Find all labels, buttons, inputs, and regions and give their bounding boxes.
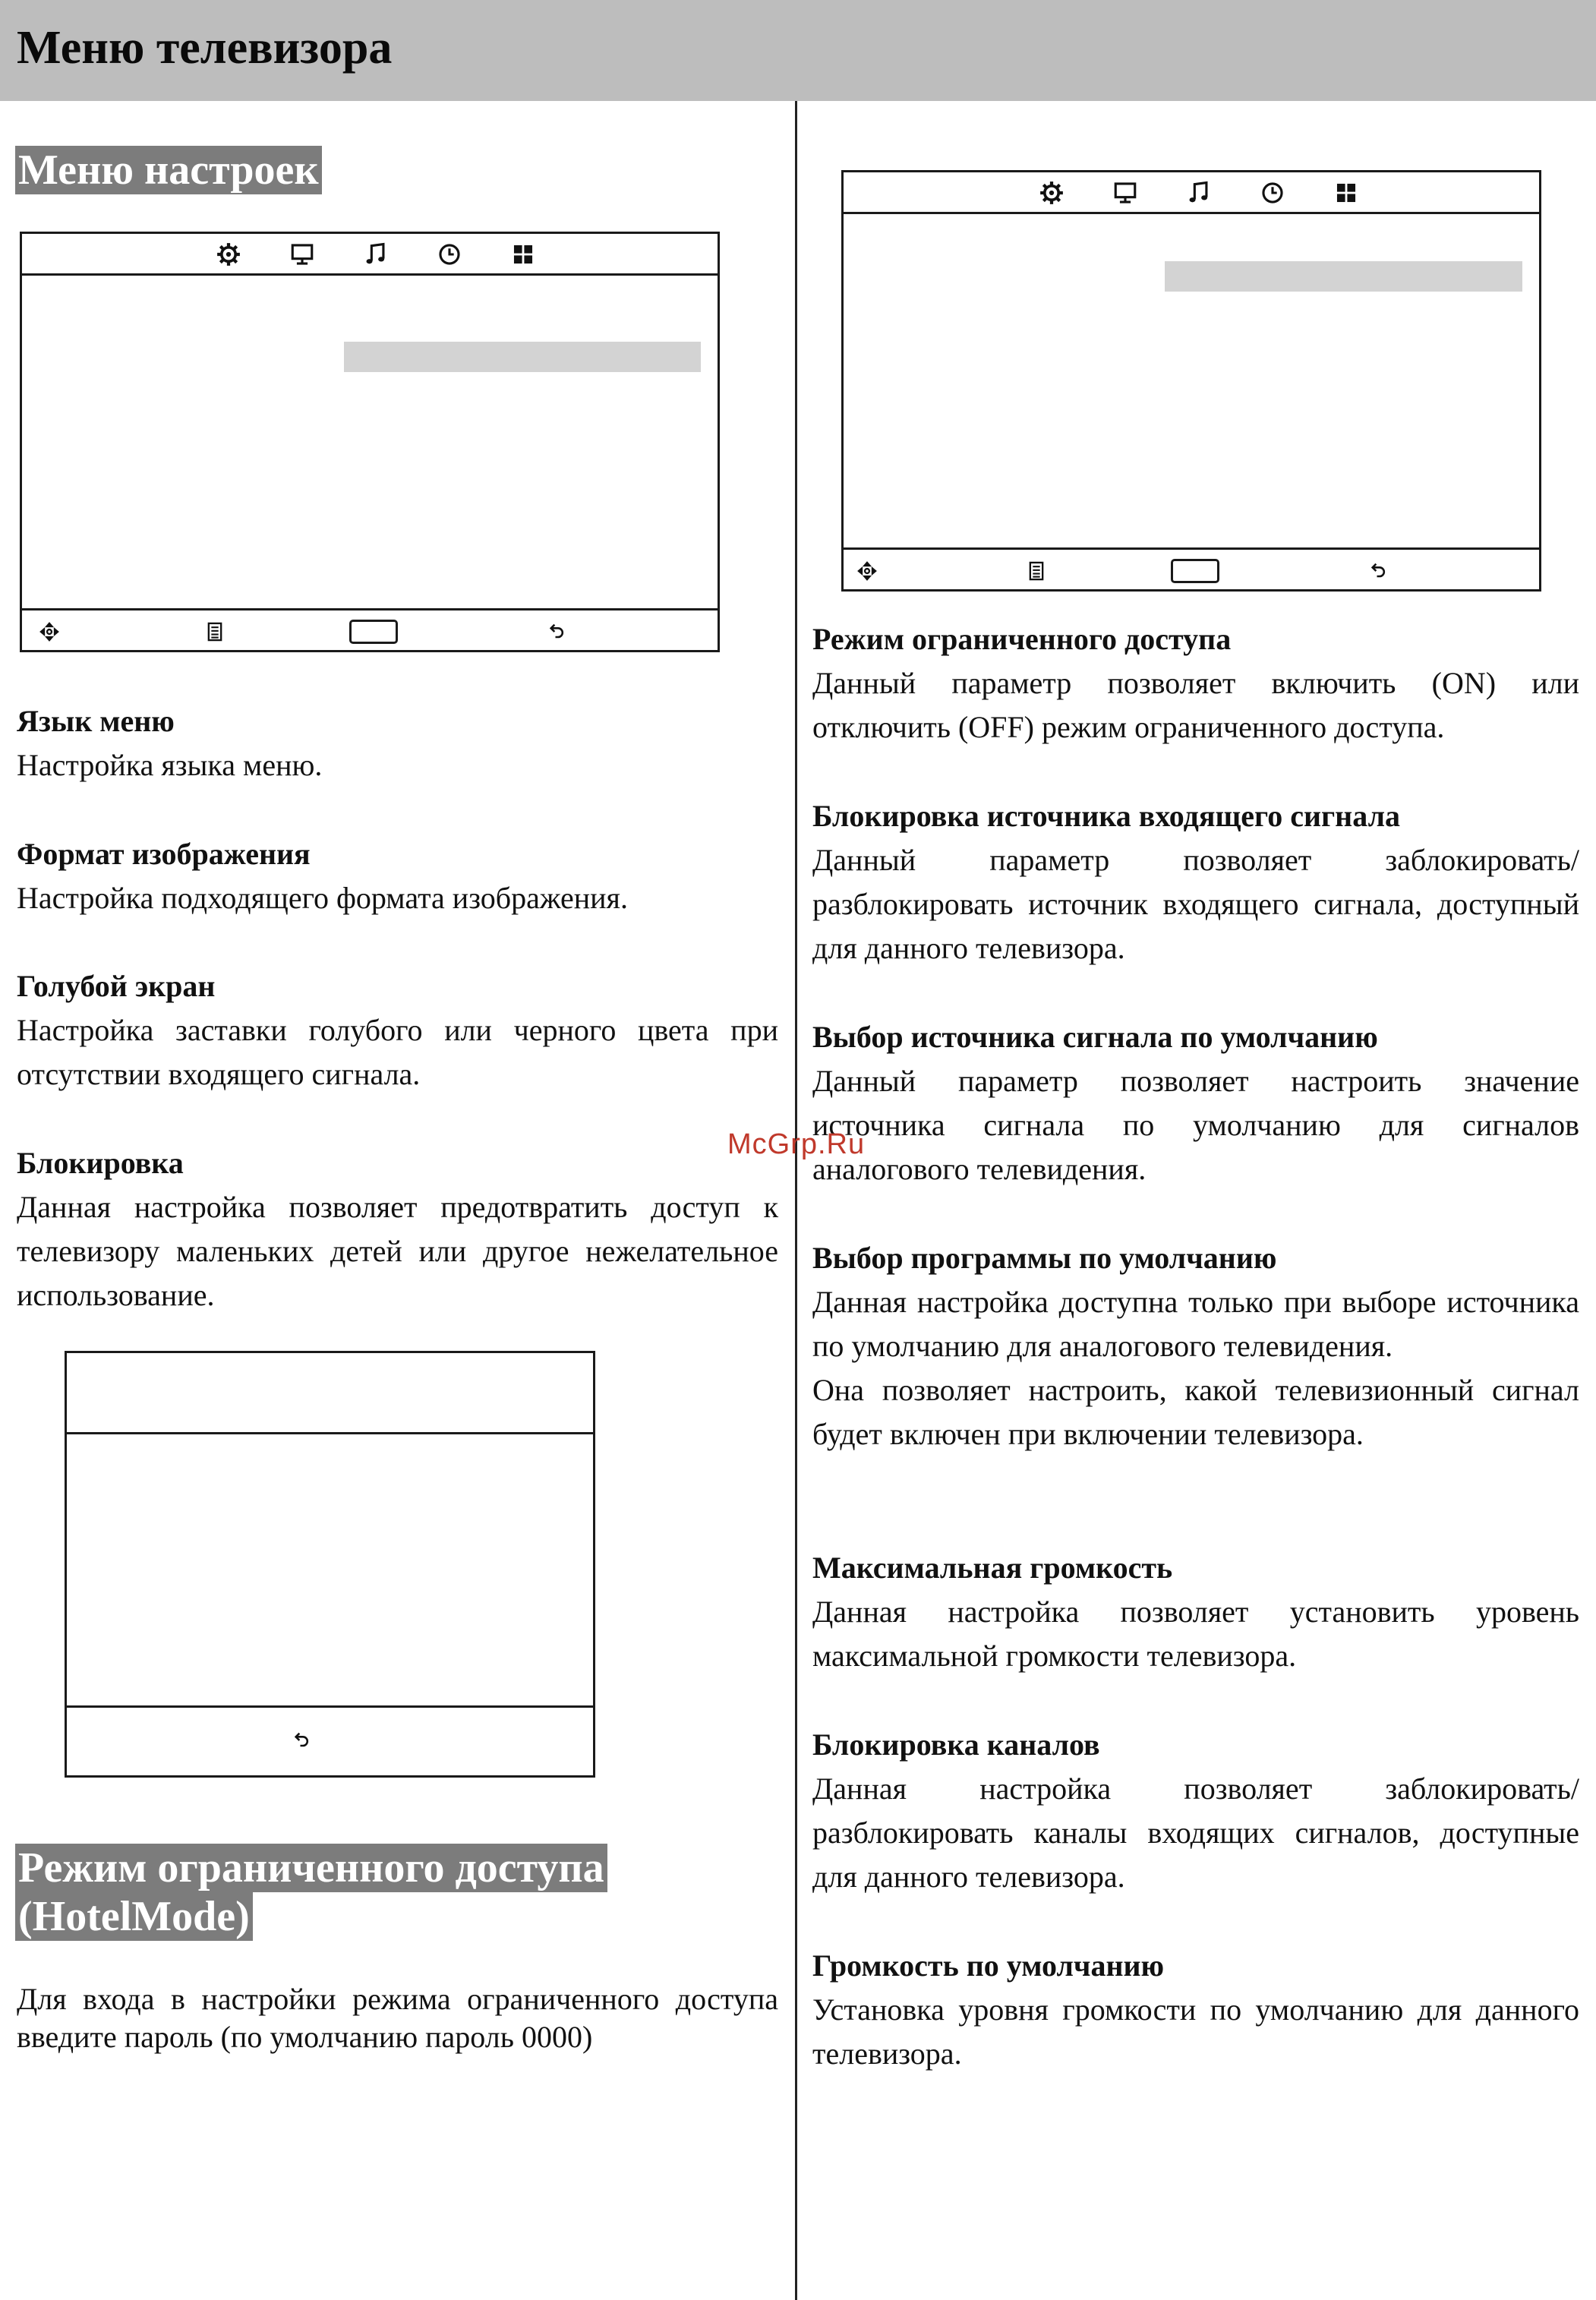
item-title: Формат изображения bbox=[17, 837, 311, 871]
item-title: Блокировка каналов bbox=[812, 1727, 1100, 1762]
monitor-icon bbox=[288, 241, 317, 267]
password-dialog bbox=[65, 1351, 595, 1778]
watermark: McGrp.Ru bbox=[727, 1128, 866, 1160]
ok-key bbox=[1171, 559, 1219, 583]
gear-icon bbox=[214, 241, 243, 267]
grid-icon bbox=[1332, 180, 1361, 206]
item-title: Блокировка bbox=[17, 1146, 184, 1180]
section-heading-settings-menu: Меню настроек bbox=[15, 146, 322, 194]
item-menu-language bbox=[17, 699, 778, 787]
item-title: Выбор программы по умолчанию bbox=[812, 1241, 1277, 1275]
item-blue-screen bbox=[17, 964, 778, 1096]
menu-tab-bar bbox=[22, 234, 718, 276]
dialog-control-bar bbox=[67, 1705, 593, 1775]
menu-list-icon bbox=[1024, 560, 1049, 582]
item-text: Данная настройка доступна только при выборе источника по умолчанию для аналогового телевидения. bbox=[812, 1285, 1579, 1363]
gear-icon bbox=[1037, 180, 1066, 206]
settings-menu-screen bbox=[20, 232, 720, 652]
item-title: Максимальная громкость bbox=[812, 1551, 1173, 1585]
item-picture-format bbox=[17, 832, 778, 920]
return-icon bbox=[1367, 560, 1392, 582]
column-divider bbox=[795, 101, 797, 2300]
dialog-title-bar bbox=[67, 1353, 593, 1434]
item-title: Голубой экран bbox=[17, 969, 216, 1003]
item-source-lock bbox=[812, 794, 1579, 970]
page-header bbox=[0, 0, 1596, 101]
menu-tab-bar bbox=[844, 172, 1539, 214]
selected-row-highlight bbox=[344, 342, 701, 372]
menu-control-bar bbox=[22, 608, 718, 650]
item-max-volume bbox=[812, 1546, 1579, 1678]
music-note-icon bbox=[361, 241, 390, 267]
return-icon bbox=[546, 620, 570, 643]
item-text: Настройка заставки голубого или черного цвета при отсутствии входящего сигнала. bbox=[17, 1013, 778, 1091]
item-text: Данная настройка позволяет установить уровень максимальной громкости телевизора. bbox=[812, 1595, 1579, 1673]
hotel-mode-instructions bbox=[17, 1980, 778, 2056]
item-title: Громкость по умолчанию bbox=[812, 1948, 1165, 1983]
item-text: Настройка языка меню. bbox=[17, 748, 323, 782]
item-text: Для входа в настройки режима ограниченного доступа введите пароль (по умолчанию пароль 0000) bbox=[17, 1982, 778, 2054]
item-hotel-mode bbox=[812, 617, 1579, 749]
hotel-mode-menu-screen bbox=[841, 170, 1541, 592]
music-note-icon bbox=[1184, 180, 1213, 206]
item-text: Настройка подходящего формата изображения. bbox=[17, 881, 628, 915]
item-text-continued: Она позволяет настроить, какой телевизионный сигнал будет включен при включении телевизора. bbox=[812, 1373, 1579, 1451]
item-title: Язык меню bbox=[17, 704, 175, 738]
item-title: Режим ограниченного доступа bbox=[812, 622, 1232, 656]
menu-list-icon bbox=[203, 620, 227, 643]
item-text: Данный параметр позволяет включить (ON) или отключить (OFF) режим ограниченного доступа. bbox=[812, 666, 1579, 744]
ok-key bbox=[349, 620, 398, 644]
move-arrows-icon bbox=[855, 560, 879, 582]
return-icon bbox=[291, 1729, 315, 1752]
item-title: Блокировка источника входящего сигнала bbox=[812, 799, 1401, 833]
clock-icon bbox=[1258, 180, 1287, 206]
grid-icon bbox=[509, 241, 538, 267]
item-text: Данная настройка позволяет предотвратить доступ к телевизору маленьких детей или другое нежелательное использование. bbox=[17, 1190, 778, 1312]
move-arrows-icon bbox=[37, 620, 62, 643]
item-channel-lock bbox=[812, 1723, 1579, 1899]
item-default-program bbox=[812, 1236, 1579, 1456]
selected-row-highlight bbox=[1165, 261, 1522, 292]
item-text: Данный параметр позволяет настроить значение источника сигнала по умолчанию для сигналов аналогового телевидения. bbox=[812, 1064, 1579, 1186]
section-heading-hotel-mode-line2: (HotelMode) bbox=[15, 1892, 253, 1941]
item-text: Данная настройка позволяет заблокировать/разблокировать каналы входящих сигналов, доступные для данного телевизора. bbox=[812, 1772, 1579, 1894]
item-default-source bbox=[812, 1015, 1579, 1191]
section-heading-hotel-mode-line1: Режим ограниченного доступа bbox=[15, 1844, 607, 1892]
item-text: Установка уровня громкости по умолчанию для данного телевизора. bbox=[812, 1992, 1579, 2071]
item-title: Выбор источника сигнала по умолчанию bbox=[812, 1020, 1378, 1054]
item-default-volume bbox=[812, 1944, 1579, 2076]
item-text: Данный параметр позволяет заблокировать/разблокировать источник входящего сигнала, доступный для данного телевизора. bbox=[812, 843, 1579, 965]
clock-icon bbox=[435, 241, 464, 267]
item-lock bbox=[17, 1141, 778, 1317]
menu-control-bar bbox=[844, 547, 1539, 589]
page-title: Меню телевизора bbox=[17, 22, 393, 74]
monitor-icon bbox=[1111, 180, 1140, 206]
